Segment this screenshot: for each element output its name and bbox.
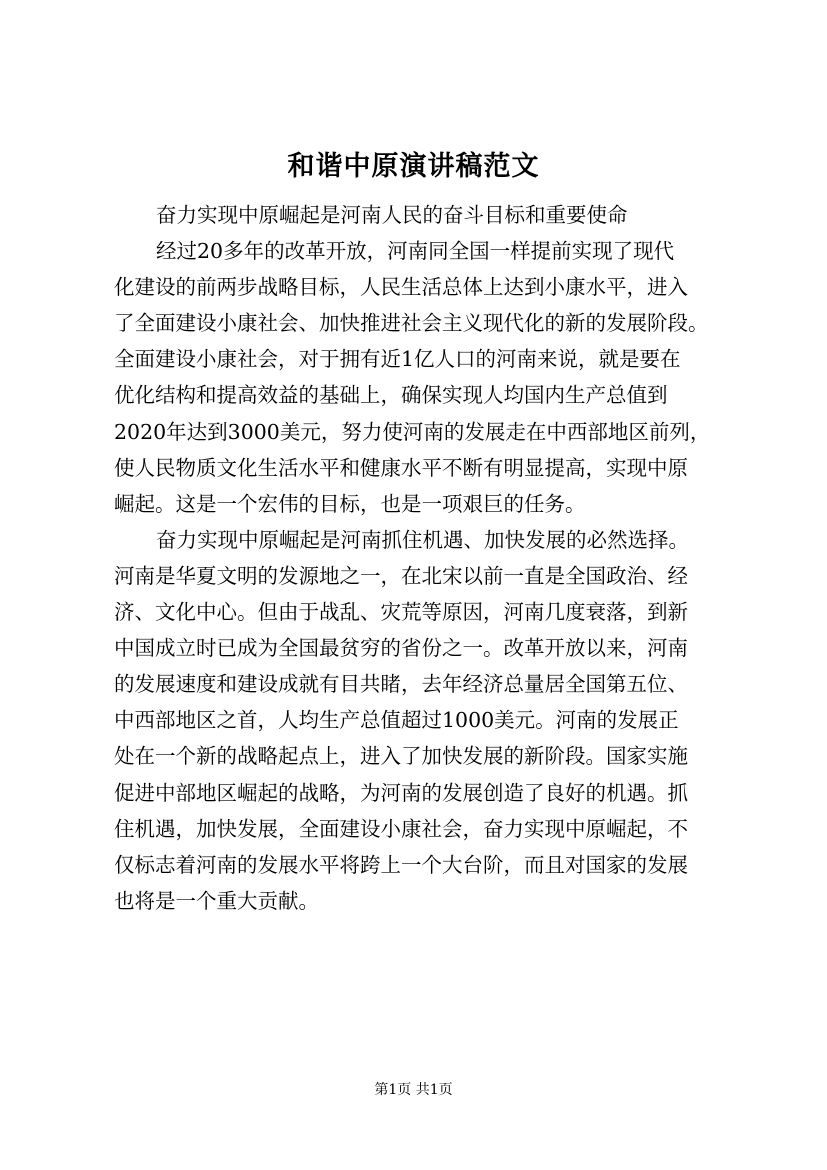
paragraph-line: 中西部地区之首，人均生产总值超过1000美元。河南的发展正 [114,708,679,733]
paragraph-line: 也将是一个重大贡献。 [114,888,319,913]
paragraph-line: 了全面建设小康社会、加快推进社会主义现代化的新的发展阶段。 [114,311,709,336]
subtitle-line: 奋力实现中原崛起是河南人民的奋斗目标和重要使命 [156,203,628,227]
paragraph-line: 优化结构和提高效益的基础上，确保实现人均国内生产总值到 [114,383,668,408]
paragraph-line: 奋力实现中原崛起是河南抓住机遇、加快发展的必然选择。 [156,527,689,552]
document-body [114,197,736,919]
paragraph-line: 2020年达到3000美元，努力使河南的发展走在中西部地区前列， [114,419,711,444]
paragraph-line: 住机遇，加快发展，全面建设小康社会，奋力实现中原崛起，不 [114,816,688,841]
paragraph-line: 中国成立时已成为全国最贫穷的省份之一。改革开放以来，河南 [114,636,688,661]
paragraph-line: 的发展速度和建设成就有目共睹，去年经济总量居全国第五位、 [114,672,688,697]
paragraph-line: 使人民物质文化生活水平和健康水平不断有明显提高，实现中原 [114,455,688,480]
paragraph-line: 化建设的前两步战略目标，人民生活总体上达到小康水平，进入 [114,275,688,300]
paragraph-line: 济、文化中心。但由于战乱、灾荒等原因，河南几度衰落，到新 [114,600,688,625]
paragraph-line: 全面建设小康社会，对于拥有近1亿人口的河南来说，就是要在 [114,347,681,372]
paragraph-line: 崛起。这是一个宏伟的目标，也是一项艰巨的任务。 [114,491,586,516]
paragraph-line: 仅标志着河南的发展水平将跨上一个大台阶，而且对国家的发展 [114,852,688,877]
paragraph-line: 河南是华夏文明的发源地之一，在北宋以前一直是全国政治、经 [114,563,688,588]
paragraph-line: 促进中部地区崛起的战略，为河南的发展创造了良好的机遇。抓 [114,780,688,805]
document-title: 和谐中原演讲稿范文 [287,151,540,182]
page-number-footer: 第1页 共1页 [374,1082,453,1098]
paragraph-line: 处在一个新的战略起点上，进入了加快发展的新阶段。国家实施 [114,744,688,769]
paragraph-line: 经过20多年的改革开放，河南同全国一样提前实现了现代 [156,239,675,264]
